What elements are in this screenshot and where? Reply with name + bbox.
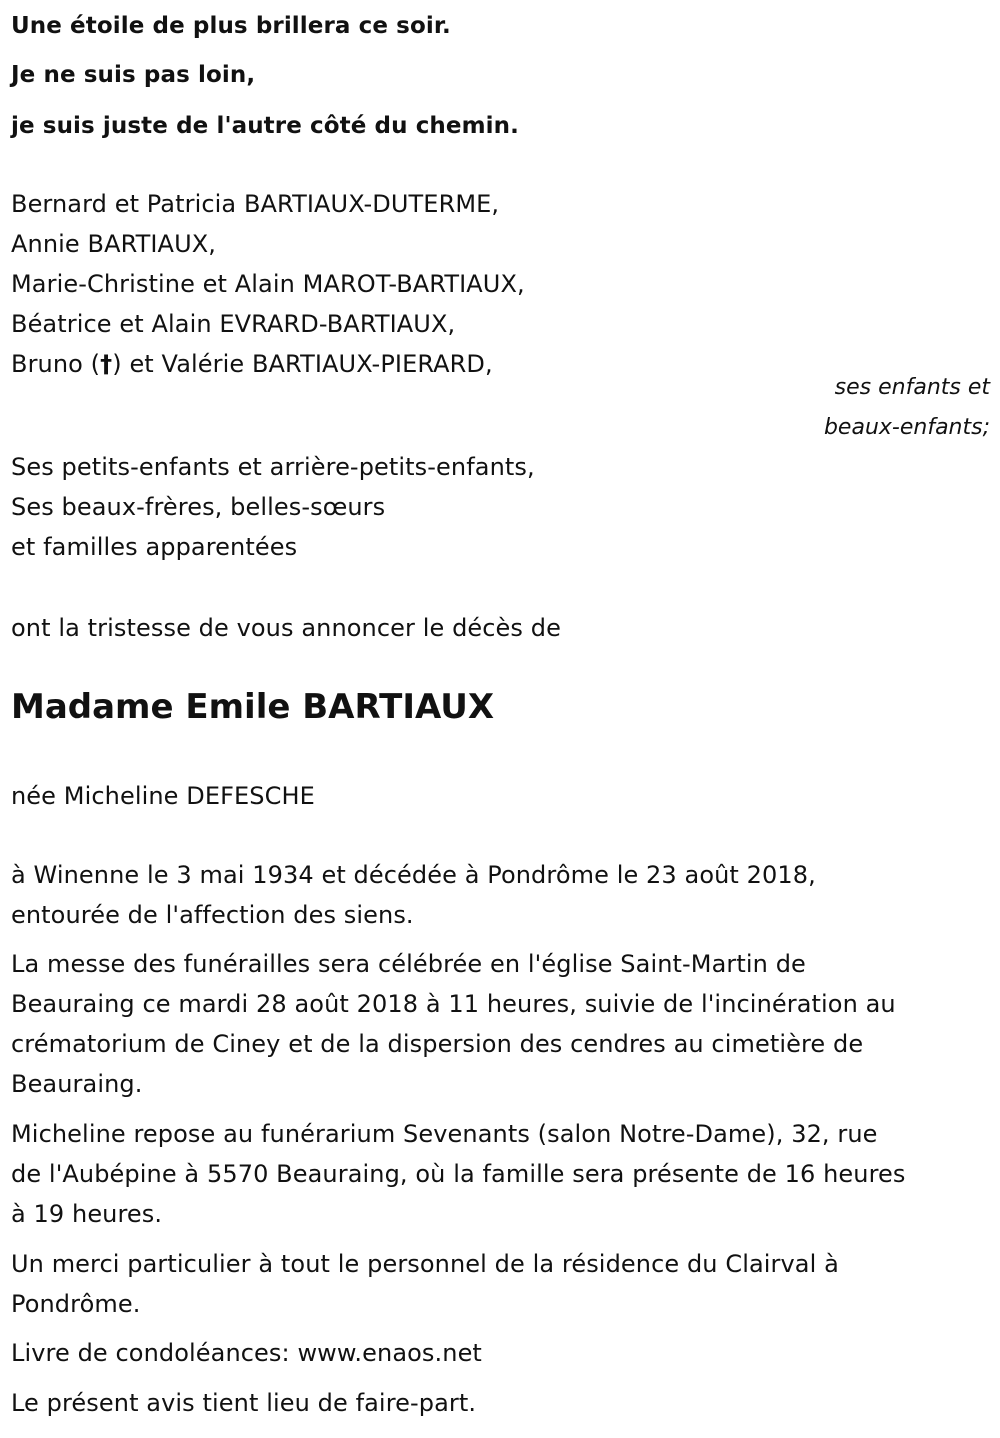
child-line-1: Bernard et Patricia BARTIAUX-DUTERME, (11, 190, 500, 218)
detail-line-4: Beauraing ce mardi 28 août 2018 à 11 heures, suivie de l'incinération au (11, 990, 896, 1018)
verse-line-2: Je ne suis pas loin, (11, 62, 256, 88)
verse-line-1: Une étoile de plus brillera ce soir. (11, 13, 451, 39)
bruno-after: ) et Valérie BARTIAUX-PIERARD, (112, 350, 493, 378)
closing-line: Le présent avis tient lieu de faire-part. (11, 1389, 477, 1417)
family-line-1: Ses petits-enfants et arrière-petits-enfants, (11, 453, 535, 481)
detail-line-9: à 19 heures. (11, 1200, 163, 1228)
detail-line-2: entourée de l'affection des siens. (11, 901, 414, 929)
child-line-3: Marie-Christine et Alain MAROT-BARTIAUX, (11, 270, 525, 298)
detail-line-6: Beauraing. (11, 1070, 143, 1098)
detail-line-3: La messe des funérailles sera célébrée en l'église Saint-Martin de (11, 950, 806, 978)
detail-line-5: crématorium de Ciney et de la dispersion des cendres au cimetière de (11, 1030, 864, 1058)
role-line-1: ses enfants et (834, 375, 990, 400)
detail-line-7: Micheline repose au funérarium Sevenants (salon Notre-Dame), 32, rue (11, 1120, 878, 1148)
born-name: née Micheline DEFESCHE (11, 782, 315, 810)
detail-line-1: à Winenne le 3 mai 1934 et décédée à Pondrôme le 23 août 2018, (11, 861, 816, 889)
child-line-5 (11, 348, 493, 380)
condolence-line: Livre de condoléances: www.enaos.net (11, 1339, 482, 1367)
family-line-3: et familles apparentées (11, 533, 298, 561)
detail-line-11: Pondrôme. (11, 1290, 141, 1318)
detail-line-10: Un merci particulier à tout le personnel de la résidence du Clairval à (11, 1250, 839, 1278)
verse-line-3: je suis juste de l'autre côté du chemin. (11, 113, 519, 139)
child-line-2: Annie BARTIAUX, (11, 230, 217, 258)
role-line-2: beaux-enfants; (823, 415, 990, 440)
child-line-4: Béatrice et Alain EVRARD-BARTIAUX, (11, 310, 456, 338)
deceased-name: Madame Emile BARTIAUX (11, 687, 495, 727)
bruno-before: Bruno ( (11, 350, 101, 378)
announcement: ont la tristesse de vous annoncer le décès de (11, 614, 561, 642)
cross-icon: † (100, 350, 113, 378)
detail-line-8: de l'Aubépine à 5570 Beauraing, où la famille sera présente de 16 heures (11, 1160, 906, 1188)
family-line-2: Ses beaux-frères, belles-sœurs (11, 493, 386, 521)
